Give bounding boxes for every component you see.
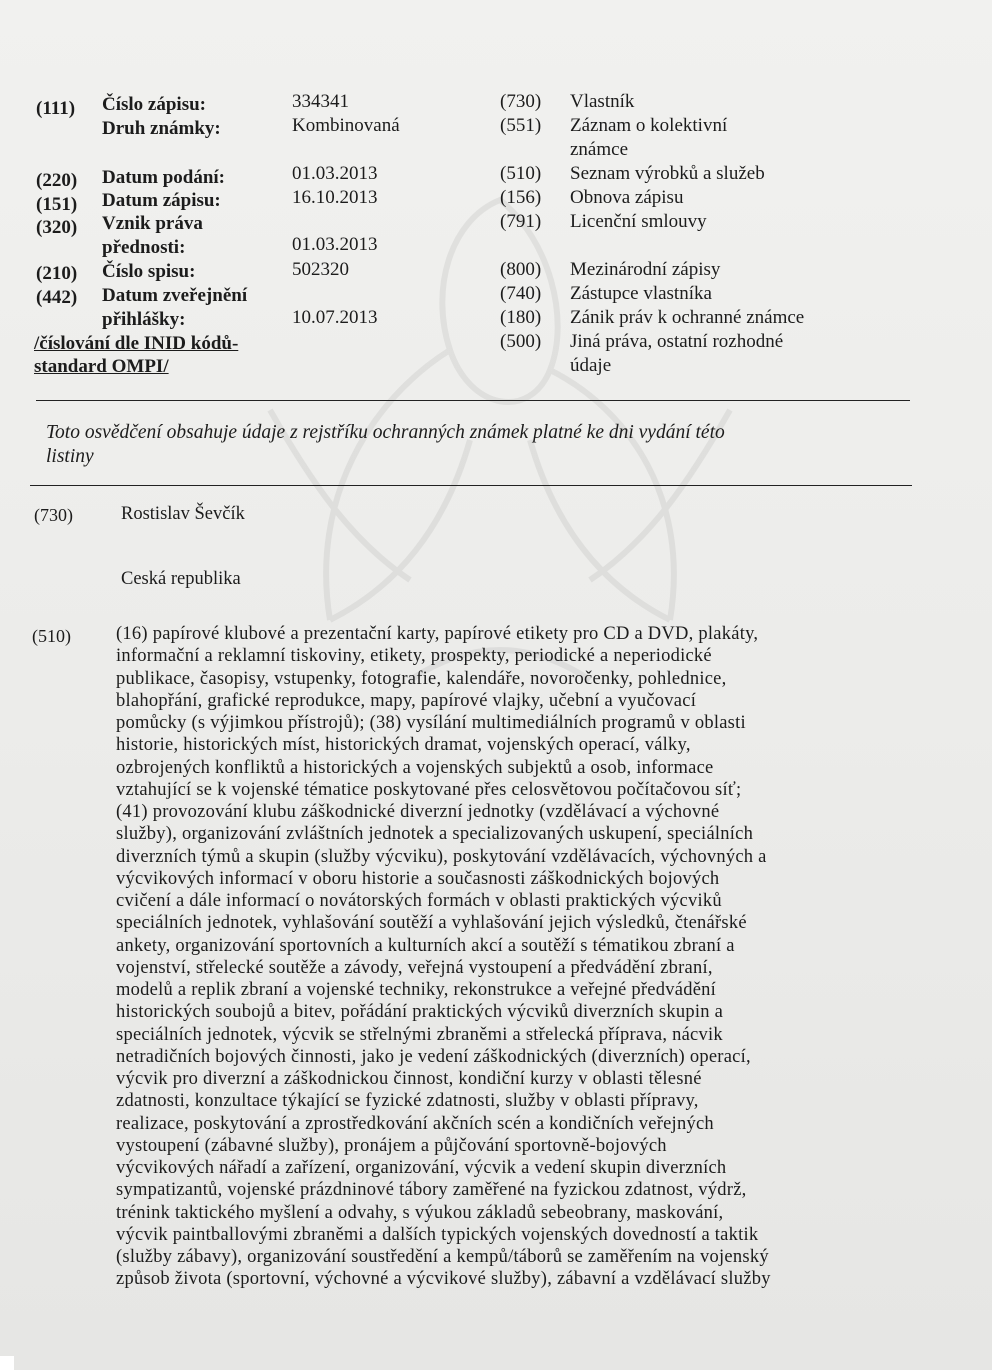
registration-date-value: 16.10.2013 — [292, 187, 378, 208]
goods-line: speciálních jednotek, výcvik se střelnými zbraněmi a střelecká příprava, nácvik — [116, 1024, 723, 1045]
goods-line: (16) papírové klubové a prezentační karty, papírové etikety pro CD a DVD, plakáty, — [116, 624, 759, 644]
inid-code-210: (210) — [36, 263, 78, 284]
divider-top — [36, 400, 910, 401]
legend-owner: Vlastník — [570, 91, 635, 112]
mark-type-value: Kombinovaná — [292, 115, 400, 136]
goods-line: výcvik pro diverzní a záškodnickou činnost, kondiční kurzy v oblasti tělesné — [116, 1069, 702, 1089]
goods-line: (služby zábavy), organizování soustředění a kempů/táborů se zaměřením na vojenský — [116, 1247, 769, 1267]
legend-collective-mark-line2: známce — [570, 139, 629, 160]
goods-line: publikace, časopisy, vstupenky, fotografie, kalendáře, novoročenky, pohlednice, — [116, 668, 727, 689]
notice-line1: Toto osvědčení obsahuje údaje z rejstříku ochranných známek platné ke dni vydání této — [46, 422, 725, 443]
publication-date-label-line2: přihlášky: — [102, 309, 186, 330]
legend-representative: Zástupce vlastníka — [570, 283, 712, 304]
priority-date-value: 01.03.2013 — [292, 234, 378, 255]
legend-other-rights: Jiná práva, ostatní rozhodné — [570, 331, 784, 352]
goods-line: netradičních bojových činnosti, jako je vedení záškodnických (diverzních) operací, — [116, 1046, 751, 1067]
inid-note-line1: /číslování dle INID kódů- — [34, 333, 239, 354]
goods-line: výcvikových nářadí a zařízení, organizování, výcvik a vedení skupin diverzních — [116, 1158, 727, 1178]
priority-label-line2: přednosti: — [102, 237, 186, 258]
legend-code-730: (730) — [500, 91, 542, 112]
registration-number-label: Číslo zápisu: — [102, 94, 206, 115]
legend-other-rights-line2: údaje — [570, 355, 612, 376]
owner-name: Rostislav Ševčík — [121, 504, 245, 524]
goods-line: modelů a replik zbraní a vojenské techniky, rekonstrukce a veřejné předvádění — [116, 980, 717, 1000]
mark-type-label: Druh známky: — [102, 118, 221, 139]
goods-line: cvičení a dále informací o novátorských formách v oblasti praktických výcviků — [116, 891, 722, 911]
goods-line: sympatizantů, vojenské prázdninové tábory zaměřené na fyzickou zdatnost, výdrž, — [116, 1180, 747, 1201]
legend-code-791: (791) — [500, 211, 542, 232]
file-number-value: 502320 — [292, 259, 349, 280]
legend-code-510: (510) — [500, 163, 542, 184]
goods-line: informační a reklamní tiskoviny, etikety, prospekty, periodické a neperiodické — [116, 646, 712, 667]
inid-code-320: (320) — [36, 217, 78, 238]
legend-collective-mark: Záznam o kolektivní — [570, 115, 728, 136]
divider-bottom — [30, 485, 912, 486]
goods-line: (41) provozování klubu záškodnické diverzní jednotky (vzdělávací a výchovné — [116, 802, 720, 822]
inid-code-220: (220) — [36, 170, 78, 191]
inid-code-442: (442) — [36, 287, 78, 308]
goods-line: způsob života (sportovní, výchovné a výcvikové služby), zábavní a vzdělávací služby — [116, 1269, 771, 1290]
goods-line: diverzních týmů a skupin (služby výcviku), poskytování vzdělávacích, výchovných a — [116, 846, 767, 867]
publication-date-label: Datum zveřejnění — [102, 285, 248, 306]
legend-licence: Licenční smlouvy — [570, 211, 707, 232]
file-number-label: Číslo spisu: — [102, 261, 196, 282]
inid-note-line2: standard OMPI/ — [34, 356, 169, 377]
goods-line: pomůcky (s výjimkou přístrojů); (38) vysílání multimediálních programů v oblasti — [116, 713, 746, 733]
priority-label: Vznik práva — [102, 213, 203, 234]
filing-date-value: 01.03.2013 — [292, 163, 378, 184]
owner-code: (730) — [34, 505, 73, 525]
goods-line: ozbrojených konfliktů a historických a vojenských subjektů a osob, informace — [116, 757, 714, 778]
registration-date-label: Datum zápisu: — [102, 190, 221, 211]
legend-code-740: (740) — [500, 283, 542, 304]
goods-services-text — [116, 623, 906, 1291]
registration-number-value: 334341 — [292, 91, 349, 112]
inid-code-151: (151) — [36, 194, 78, 215]
goods-line: výcvik paintballovými zbraněmi a dalších typických vojenských dovedností a taktik — [116, 1224, 759, 1245]
goods-line: blahopřání, grafické reprodukce, mapy, papírové vlajky, učební a vyučovací — [116, 690, 697, 711]
legend-expiry: Zánik práv k ochranné známce — [570, 307, 805, 328]
goods-line: vztahující se k vojenské tématice poskytované přes celosvětovou počítačovou síť; — [116, 779, 742, 800]
legend-code-156: (156) — [500, 187, 542, 208]
goods-line: zdatnosti, konzultace týkající se fyzické zdatnosti, služby v oblasti přípravy, — [116, 1091, 699, 1112]
inid-code-111: (111) — [36, 98, 76, 119]
legend-code-551: (551) — [500, 115, 542, 136]
goods-line: vystoupení (zábavné služby), pronájem a půjčování sportovně-bojových — [116, 1135, 667, 1156]
scan-corner — [0, 1356, 14, 1370]
legend-code-800: (800) — [500, 259, 542, 280]
goods-line: trénink taktického myšlení a odvahy, s výukou základů sebeobrany, maskování, — [116, 1202, 724, 1223]
goods-line: speciálních jednotek, vyhlašování soutěží a vyhlašování jejich výsledků, čtenářské — [116, 913, 747, 934]
filing-date-label: Datum podání: — [102, 167, 225, 188]
goods-line: ankety, organizování sportovních a kulturních akcí a soutěží s tématikou zbraní a — [116, 935, 735, 956]
legend-international: Mezinárodní zápisy — [570, 259, 721, 280]
goods-line: vojenství, střelecké soutěže a závody, veřejná vystoupení a předvádění zbraní, — [116, 957, 713, 978]
legend-code-180: (180) — [500, 307, 542, 328]
goods-line: realizace, poskytování a zprostředkování akčních scén a kondičních veřejných — [116, 1113, 714, 1134]
owner-country: Ceská republika — [121, 569, 241, 589]
legend-code-500: (500) — [500, 331, 542, 352]
goods-line: výcvikových informací v oboru historie a současnosti záškodnických bojových — [116, 868, 720, 889]
goods-line: historických soubojů a bitev, pořádání praktických výcviků diverzních skupin a — [116, 1002, 724, 1023]
publication-date-value: 10.07.2013 — [292, 307, 378, 328]
notice-line2: listiny — [46, 446, 94, 467]
legend-goods-services: Seznam výrobků a služeb — [570, 163, 765, 184]
goods-line: historie, historických míst, historických dramat, vojenských operací, války, — [116, 735, 691, 756]
goods-code: (510) — [32, 626, 71, 646]
legend-renewal: Obnova zápisu — [570, 187, 684, 208]
goods-line: služby), organizování zvláštních jednotek a specializovaných uskupení, speciálních — [116, 824, 754, 845]
